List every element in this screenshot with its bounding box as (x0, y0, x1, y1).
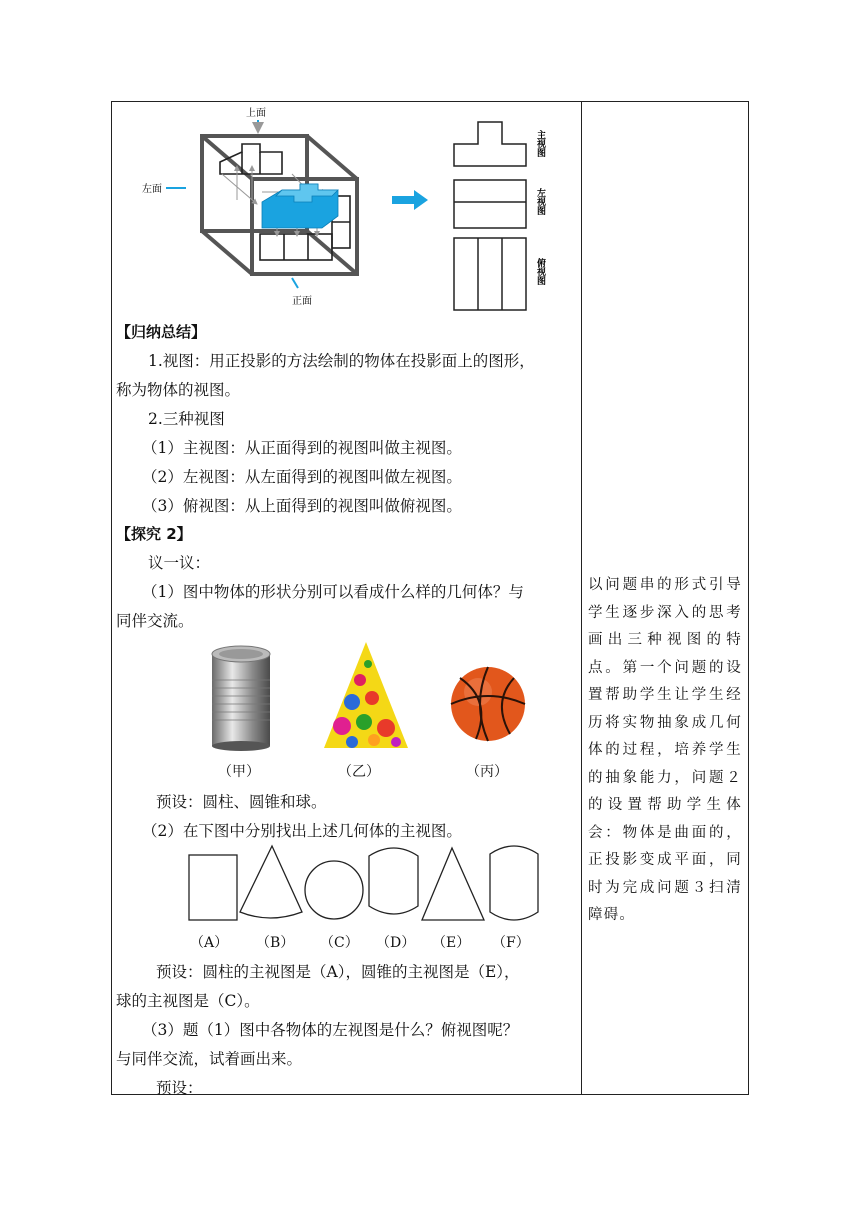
cone-image (324, 642, 408, 748)
content-column (112, 102, 581, 1097)
right-arrow-icon (392, 190, 428, 210)
explore-heading: 【探究 2】 (116, 525, 192, 543)
discuss-label: 议一议： (148, 554, 211, 572)
shape-label-b: （B） (256, 935, 295, 951)
label-main-view: 主视图 (535, 130, 545, 157)
summary-p1-line1: 1.视图：用正投影的方法绘制的物体在投影面上的图形， (148, 352, 535, 370)
label-top-view: 俯视图 (535, 258, 545, 285)
object-label-bing: （丙） (466, 764, 508, 780)
ball-image (451, 667, 525, 741)
lesson-table (111, 101, 749, 1095)
question3-line1: （3）题（1）图中各物体的左视图是什么？俯视图呢？ (142, 1021, 519, 1039)
can-image (212, 646, 270, 751)
objects-figure (202, 640, 542, 752)
preset3: 预设： (156, 1079, 203, 1097)
label-top: 上面 (246, 108, 266, 119)
shape-label-a: （A） (190, 935, 229, 951)
label-left-view: 左视图 (535, 188, 545, 215)
label-front: 正面 (292, 296, 312, 307)
shape-label-c: （C） (320, 935, 359, 951)
shape-a-rectangle (189, 855, 237, 920)
shape-b-sector (240, 846, 302, 918)
three-views (454, 122, 526, 310)
shape-e-triangle (422, 848, 484, 920)
design-note: 以问题串的形式引导学生逐步深入的思考画出三种视图的特点。第一个问题的设置帮助学生让学生经历将实物抽象成几何体的过程，培养学生的抽象能力，问题２的设置帮助学生体会：物体是曲面的，正投影变成平面，同时为完成问题３扫清障碍。 (588, 577, 742, 923)
blue-solid (262, 184, 338, 228)
projection-figure (142, 104, 582, 314)
summary-heading: 【归纳总结】 (116, 323, 207, 341)
summary-item3: （3）俯视图：从上面得到的视图叫做俯视图。 (142, 497, 462, 515)
shape-label-e: （E） (432, 935, 471, 951)
summary-p2: 2.三种视图 (148, 410, 225, 428)
question3-line2: 与同伴交流，试着画出来。 (116, 1050, 303, 1068)
shapes-figure (182, 842, 542, 924)
preset2-line2: 球的主视图是（C）。 (116, 992, 260, 1010)
shape-c-circle (305, 861, 363, 919)
shape-label-d: （D） (376, 935, 416, 951)
question2: （2）在下图中分别找出上述几何体的主视图。 (142, 822, 462, 840)
summary-p1-line2: 称为物体的视图。 (116, 381, 241, 399)
object-label-yi: （乙） (338, 764, 380, 780)
object-label-jia: （甲） (218, 764, 260, 780)
preset1: 预设：圆柱、圆锥和球。 (156, 793, 327, 811)
summary-item1: （1）主视图：从正面得到的视图叫做主视图。 (142, 439, 462, 457)
design-note-column (582, 102, 749, 1094)
label-left: 左面 (142, 184, 162, 195)
question1-line1: （1）图中物体的形状分别可以看成什么样的几何体？与 (142, 583, 524, 601)
question1-line2: 同伴交流。 (116, 612, 194, 630)
summary-item2: （2）左视图：从左面得到的视图叫做左视图。 (142, 468, 462, 486)
shape-d-capsule (369, 848, 418, 914)
shape-label-f: （F） (492, 935, 530, 951)
shape-f-cylinder-outline (490, 846, 538, 920)
preset2-line1: 预设：圆柱的主视图是（A），圆锥的主视图是（E）， (156, 963, 520, 981)
